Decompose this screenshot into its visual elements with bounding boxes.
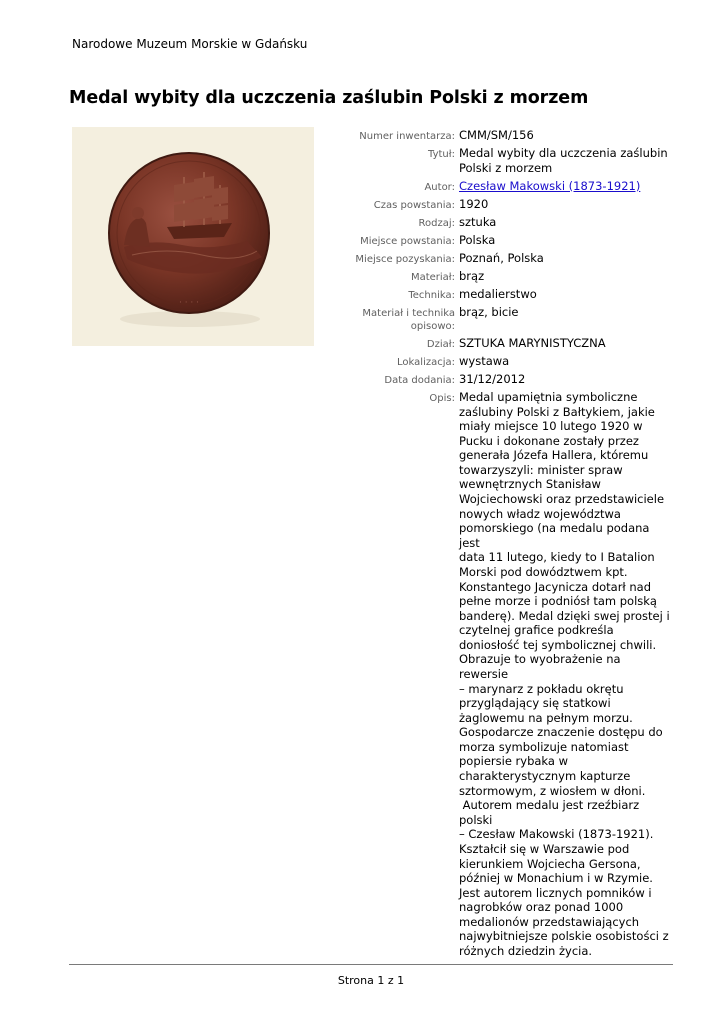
field-label: Technika: <box>408 290 455 301</box>
field-author <box>320 179 672 194</box>
page-number: Strona 1 z 1 <box>337 974 405 987</box>
field-material-desc <box>320 305 672 333</box>
field-date-added <box>320 372 672 387</box>
field-label: Tytuł: <box>428 149 455 160</box>
field-description <box>320 390 672 959</box>
field-department <box>320 336 672 351</box>
field-value: CMM/SM/156 <box>459 128 534 142</box>
field-label: Miejsce powstania: <box>360 236 455 247</box>
field-value: brąz <box>459 269 485 283</box>
page-title: Medal wybity dla uczczenia zaślubin Polski z morzem <box>69 88 589 108</box>
field-value: 1920 <box>459 197 489 211</box>
field-label: Materiał i technika opisowo: <box>362 308 455 332</box>
field-label: Rodzaj: <box>418 218 455 229</box>
author-link[interactable]: Czesław Makowski (1873-1921) <box>459 179 641 193</box>
field-value <box>459 179 670 194</box>
medal-photo <box>72 127 314 346</box>
field-label: Lokalizacja: <box>397 357 455 368</box>
field-kind <box>320 215 672 230</box>
field-label: Autor: <box>424 182 455 193</box>
field-title <box>320 146 672 176</box>
field-created <box>320 197 672 212</box>
field-value: medalierstwo <box>459 287 537 301</box>
museum-header: Narodowe Muzeum Morskie w Gdańsku <box>72 37 308 51</box>
field-value: Medal wybity dla uczczenia zaślubin Polski z morzem <box>459 146 668 175</box>
field-value: SZTUKA MARYNISTYCZNA <box>459 336 606 350</box>
field-label: Miejsce pozyskania: <box>355 254 455 265</box>
field-label: Dział: <box>426 339 455 350</box>
field-value: brąz, bicie <box>459 305 519 319</box>
field-place-created <box>320 233 672 248</box>
bronze-medal-image <box>72 127 314 346</box>
field-label: Materiał: <box>410 272 455 283</box>
field-value: Poznań, Polska <box>459 251 544 265</box>
footer-divider <box>69 964 673 965</box>
field-label: Numer inwentarza: <box>359 131 455 142</box>
field-location <box>320 354 672 369</box>
field-technique <box>320 287 672 302</box>
field-value: Polska <box>459 233 496 247</box>
field-label: Opis: <box>429 393 455 404</box>
field-material <box>320 269 672 284</box>
field-label: Data dodania: <box>384 375 455 386</box>
field-inventory <box>320 128 672 143</box>
metadata-table <box>320 128 672 962</box>
description-text: Medal upamiętnia symboliczne zaślubiny Polski z Bałtykiem, jakie miały miejsce 10 lutego 1920 w Pucku i dokonane zostały przez generała Józefa Hallera, któremu towarzyszyli: minister spraw wewnętrznych Stanisław Wojciechowski oraz przedstawiciele nowych władz województwa pomorskiego (na medalu podana jest data 11 lutego, kiedy to I Batalion Morski pod dowództwem kpt. Konstantego Jacynicza dotarł nad pełne morze i podniósł tam polską banderę). Medal dzięki swej prostej i czytelnej grafice podkreśla doniosłość tej symbolicznej chwili. Obrazuje to wyobrażenie na rewersie – marynarz z pokładu okrętu przyglądający się statkowi żaglowemu na pełnym morzu. Gospodarcze znaczenie dostępu do morza symbolizuje natomiast popiersie rybaka w charakterystycznym kapturze sztormowym, z wiosłem w dłoni. Autorem medalu jest rzeźbiarz polski – Czesław Makowski (1873-1921). Kształcił się w Warszawie pod kierunkiem Wojciecha Gersona, później w Monachium i w Rzymie. Jest autorem licznych pomników i nagrobków oraz ponad 1000 medalionów przedstawiających najwybitniejsze polskie osobistości z różnych dziedzin życia. <box>459 390 670 958</box>
field-value: 31/12/2012 <box>459 372 526 386</box>
field-label: Czas powstania: <box>373 200 455 211</box>
field-value: wystawa <box>459 354 510 368</box>
field-place-acquired <box>320 251 672 266</box>
field-value: sztuka <box>459 215 497 229</box>
svg-text:· · · ·: · · · · <box>178 298 200 308</box>
